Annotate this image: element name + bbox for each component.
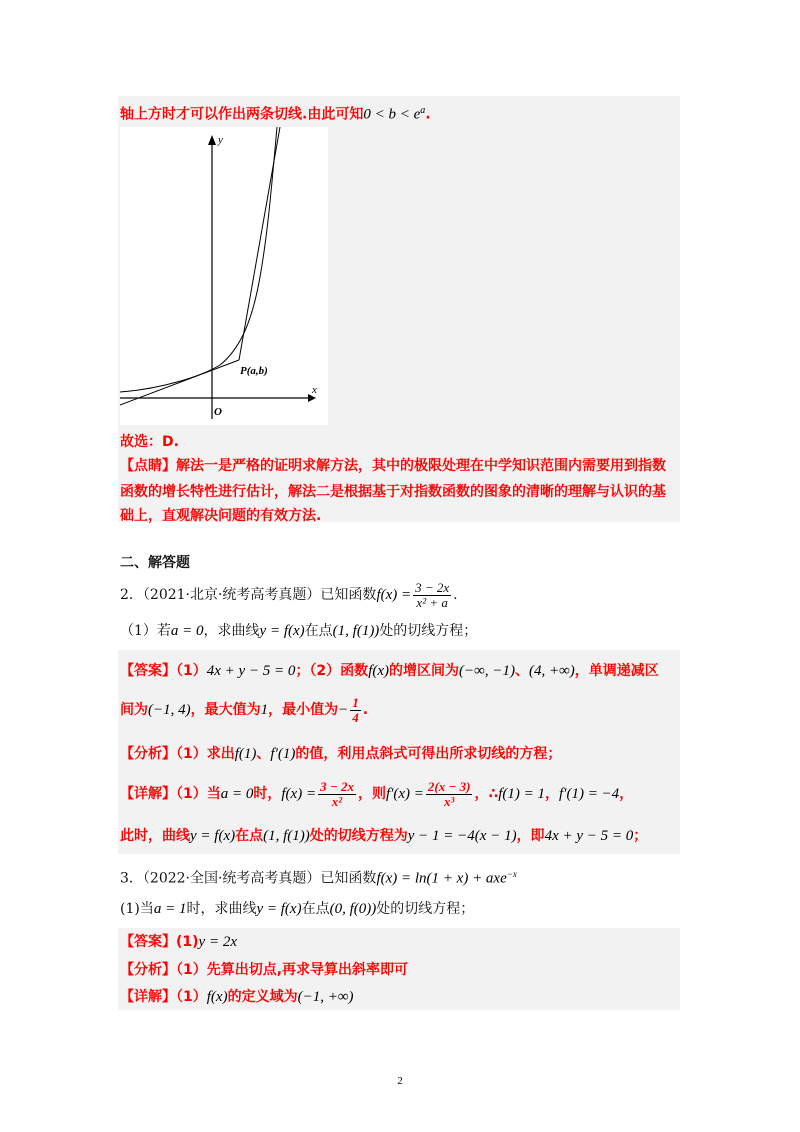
y-axis-arrow [208,135,216,145]
q2-answer-line1: 【答案】（1）4x + y − 5 = 0；（2）函数f(x)的增区间为(−∞, −1)、(4, +∞)，单调递减区 [120,663,659,679]
section-title: 二、解答题 [120,555,190,571]
q3-detail: 【详解】（1）f(x)的定义域为(−1, +∞) [120,989,354,1005]
q2-detail-line1: 【详解】（1）当a = 0时，f(x) = $\frac{3 - 2x}{\text{x²}}$ ，则f′(x) = $\frac{2(x - 3)}{\text{x³}}$ ，∴f(1) = 1，f′(1) = −4， [120,778,634,809]
graph-svg [120,127,328,425]
exponential-tangent-figure [120,127,328,425]
choice-line: 故选：D. [120,434,179,450]
inequality: 0 < b < e [363,106,421,123]
q2-sub1: （1）若a = 0，求曲线y = f(x)在点(1, f(1))处的切线方程； [120,623,478,639]
q2-answer-line2: 间为(−1, 4)，最大值为1，最小值为− $\frac{1}{4}$ . [120,694,369,725]
y-axis-label: y [218,134,223,146]
comment-line-3: 础上，直观解决问题的有效方法. [120,508,322,524]
conclusion-line: 轴上方时才可以作出两条切线.由此可知$0 < b < e^a$. [120,105,431,123]
tangent-line-steep [239,127,280,360]
page-number: 2 [397,1075,403,1087]
min-fraction: $\frac{1}{4}$ [352,694,359,725]
point-p-label: P(a,b) [240,365,268,377]
q3-answer: 【答案】(1)y = 2x [120,934,237,950]
q2-fraction: $\frac{3 - 2x}{\text{x² + a}}$ [415,579,450,610]
origin-label: O [214,406,222,418]
q2-analysis: 【分析】（1）求出f(1)、f′(1)的值，利用点斜式可得出所求切线的方程； [120,746,562,762]
q3-analysis: 【分析】（1）先算出切点,再求导算出斜率即可 [120,962,409,978]
comment-line-1: 【点睛】解法一是严格的证明求解方法，其中的极限处理在中学知识范围内需要用到指数 [120,458,666,474]
exponential-curve [120,127,277,392]
q2-stem: 2．（2021·北京·统考高考真题）已知函数f(x) = $\frac{3 - 2x}{\text{x² + a}}$ . [120,579,458,610]
q2-detail-line2: 此时，曲线y = f(x)在点(1, f(1))处的切线方程为y − 1 = −4(x − 1)，即4x + y − 5 = 0； [120,828,648,844]
x-axis-label: x [312,384,317,396]
comment-line-2: 函数的增长特性进行估计，解法二是根据基于对指数函数的图象的清晰的理解与认识的基 [120,484,666,500]
q3-stem: 3．（2022·全国·统考高考真题）已知函数f(x) = ln(1 + x) + axe$^{-x}$ [120,869,517,887]
q3-sub1: (1)当a = 1时，求曲线y = f(x)在点(0, f(0))处的切线方程； [120,901,475,917]
